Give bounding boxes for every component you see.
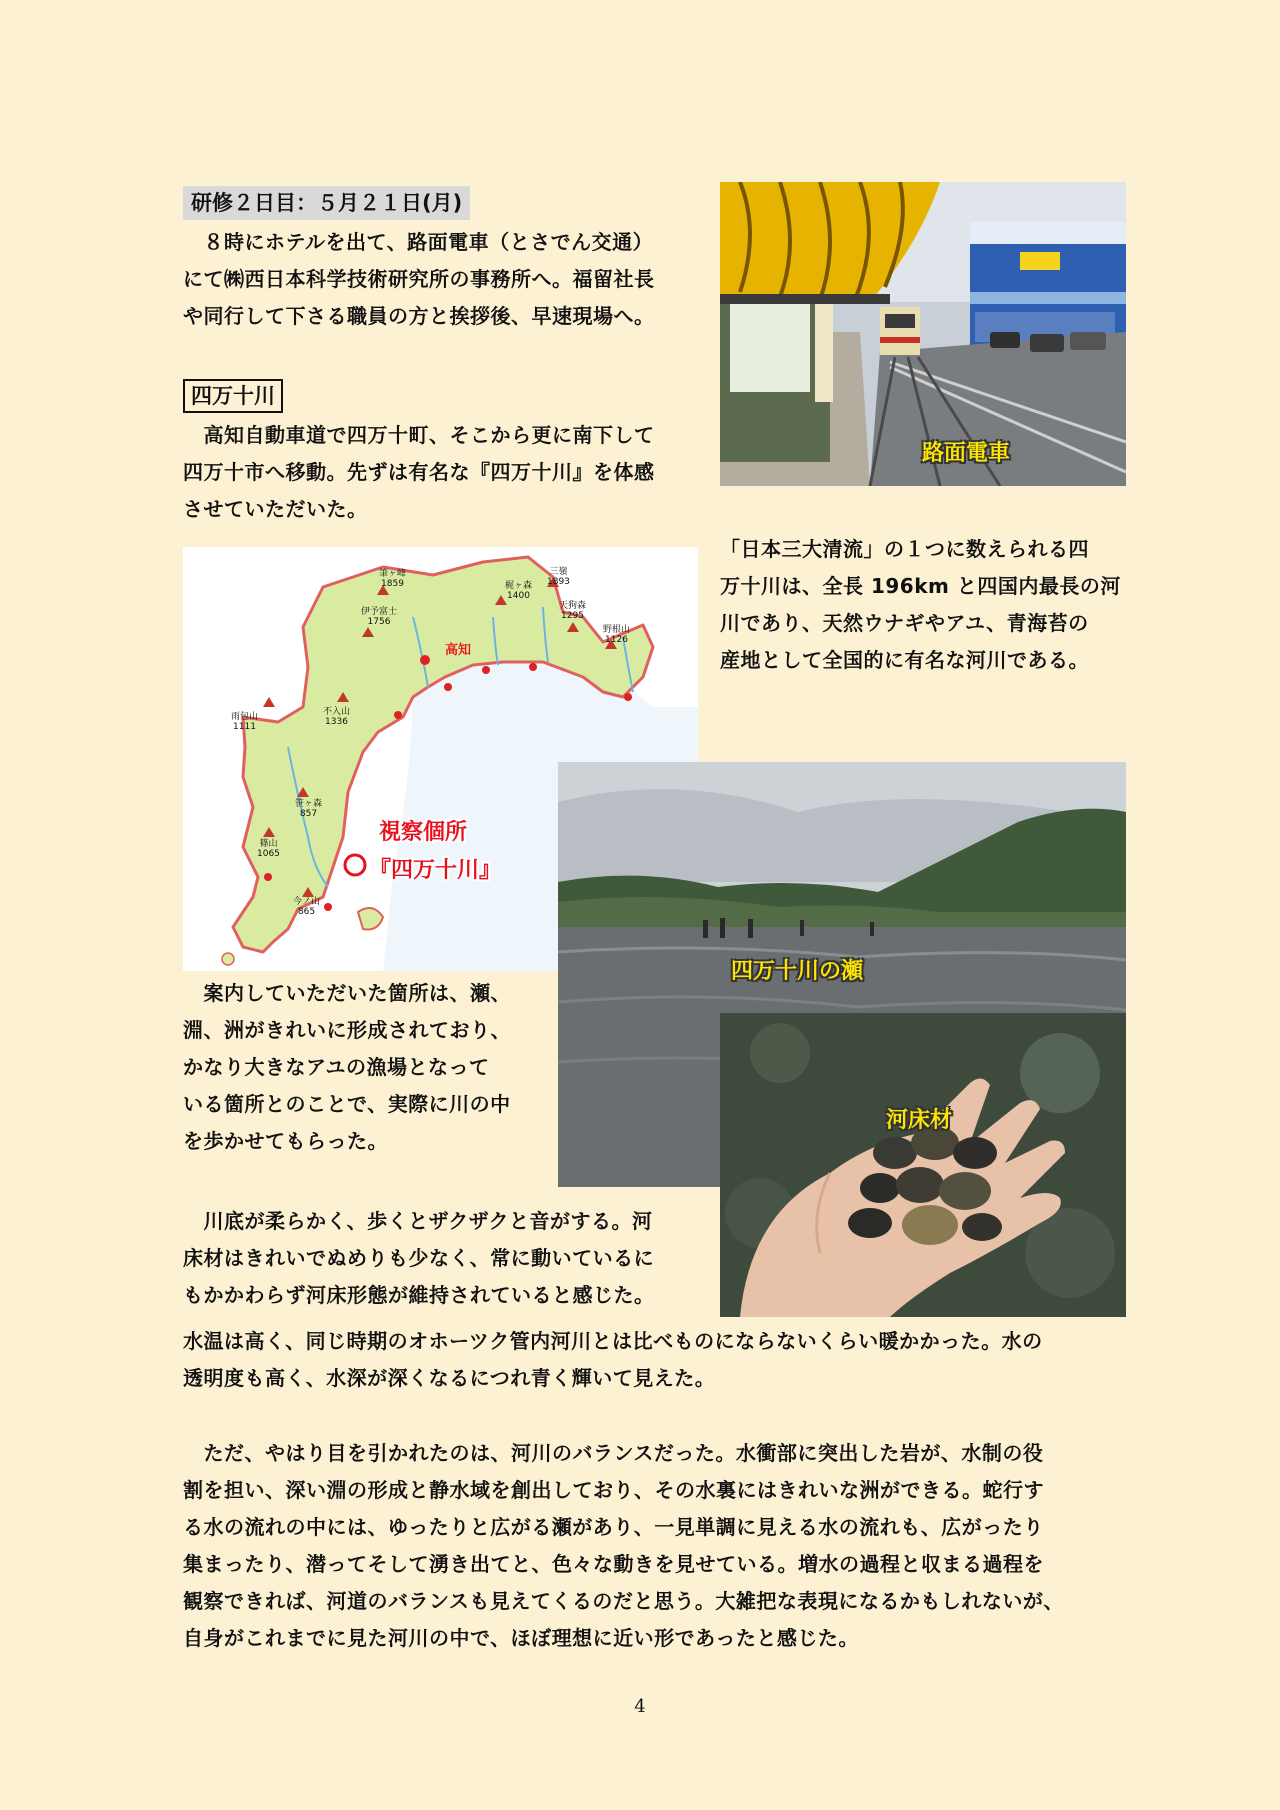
tram-photo	[720, 182, 1126, 486]
section-paragraph	[183, 417, 655, 528]
text-line: 「日本三大清流」の１つに数えられる四	[720, 537, 1089, 561]
text-line: ただ、やはり目を引かれたのは、河川のバランスだった。水衝部に突出した岩が、水制の役	[183, 1441, 1044, 1465]
day-heading: 研修２日目：５月２１日(月)	[183, 186, 470, 220]
place-kochi: 高知	[445, 643, 472, 658]
tram-caption: 路面電車	[922, 441, 1011, 466]
site-label-1: 視察個所	[379, 820, 468, 845]
peak-label: 野根山 1126	[603, 625, 631, 645]
peak-label: 今ノ山 865	[293, 897, 321, 917]
peak-label: 篠山 1065	[257, 839, 280, 859]
peak-label: 不入山 1336	[323, 707, 351, 727]
text-line: る水の流れの中には、ゆったりと広がる瀬があり、一見単調に見える水の流れも、広がったり	[183, 1515, 1044, 1539]
text-line: 高知自動車道で四万十町、そこから更に南下して	[183, 423, 655, 447]
guide-paragraph	[183, 975, 511, 1160]
text-line: 川であり、天然ウナギやアユ、青海苔の	[720, 611, 1089, 635]
riverbed-paragraph	[183, 1203, 655, 1314]
peak-label: 笹ヶ森 857	[295, 799, 323, 819]
text-line: いる箇所とのことで、実際に川の中	[183, 1092, 511, 1116]
peak-label: 三嶺 1893	[547, 567, 570, 587]
text-line: もかかわらず河床形態が維持されていると感じた。	[183, 1283, 655, 1307]
text-line: させていただいた。	[183, 497, 368, 521]
text-line: 案内していただいた箇所は、瀬、	[183, 981, 511, 1005]
intro-paragraph	[183, 224, 655, 335]
riverbed-photo	[720, 1013, 1126, 1317]
text-line: を歩かせてもらった。	[183, 1129, 388, 1153]
text-line: にて㈱西日本科学技術研究所の事務所へ。福留社長	[183, 267, 655, 291]
text-line: 自身がこれまでに見た河川の中で、ほぼ理想に近い形であったと感じた。	[183, 1626, 859, 1650]
text-line: 観察できれば、河道のバランスも見えてくるのだと思う。大雑把な表現になるかもしれないが、	[183, 1589, 1064, 1613]
riverbed-photo-image	[720, 1013, 1126, 1317]
text-line: 川底が柔らかく、歩くとザクザクと音がする。河	[183, 1209, 653, 1233]
rapids-caption: 四万十川の瀬	[731, 959, 864, 984]
river-paragraph	[720, 531, 1121, 679]
riverbed-caption: 河床材	[886, 1108, 953, 1133]
peak-label: 雨包山 1111	[231, 712, 259, 732]
balance-paragraph	[183, 1435, 1143, 1657]
page-number: 4	[634, 1696, 646, 1717]
site-label-2: 『四万十川』	[369, 858, 502, 883]
text-line: ８時にホテルを出て、路面電車（とさでん交通）	[183, 230, 654, 254]
text-line: 水温は高く、同じ時期のオホーツク管内河川とは比べものにならないくらい暖かかった。水の	[183, 1329, 1043, 1353]
text-line: 割を担い、深い淵の形成と静水域を創出しており、その水裏にはきれいな洲ができる。蛇行す	[183, 1478, 1044, 1502]
text-line: かなり大きなアユの漁場となって	[183, 1055, 490, 1079]
peak-label: 筆ヶ峰 1859	[379, 569, 407, 589]
text-line: 万十川は、全長 196km と四国内最長の河	[720, 574, 1121, 598]
temperature-paragraph	[183, 1323, 1143, 1397]
text-line: 透明度も高く、水深が深くなるにつれ青く輝いて見えた。	[183, 1366, 716, 1390]
text-line: 産地として全国的に有名な河川である。	[720, 648, 1089, 672]
peak-label: 梶ヶ森 1400	[505, 581, 533, 601]
text-line: 淵、洲がきれいに形成されており、	[183, 1018, 511, 1042]
section-heading: 四万十川	[183, 379, 283, 413]
text-line: 集まったり、潜ってそして湧き出てと、色々な動きを見せている。増水の過程と収まる過程を	[183, 1552, 1044, 1576]
text-line: 四万十市へ移動。先ずは有名な『四万十川』を体感	[183, 460, 655, 484]
peak-label: 伊予富士 1756	[361, 607, 398, 627]
text-line: 床材はきれいでぬめりも少なく、常に動いているに	[183, 1246, 655, 1270]
peak-label: 天狗森 1295	[559, 601, 587, 621]
text-line: や同行して下さる職員の方と挨拶後、早速現場へ。	[183, 304, 655, 328]
